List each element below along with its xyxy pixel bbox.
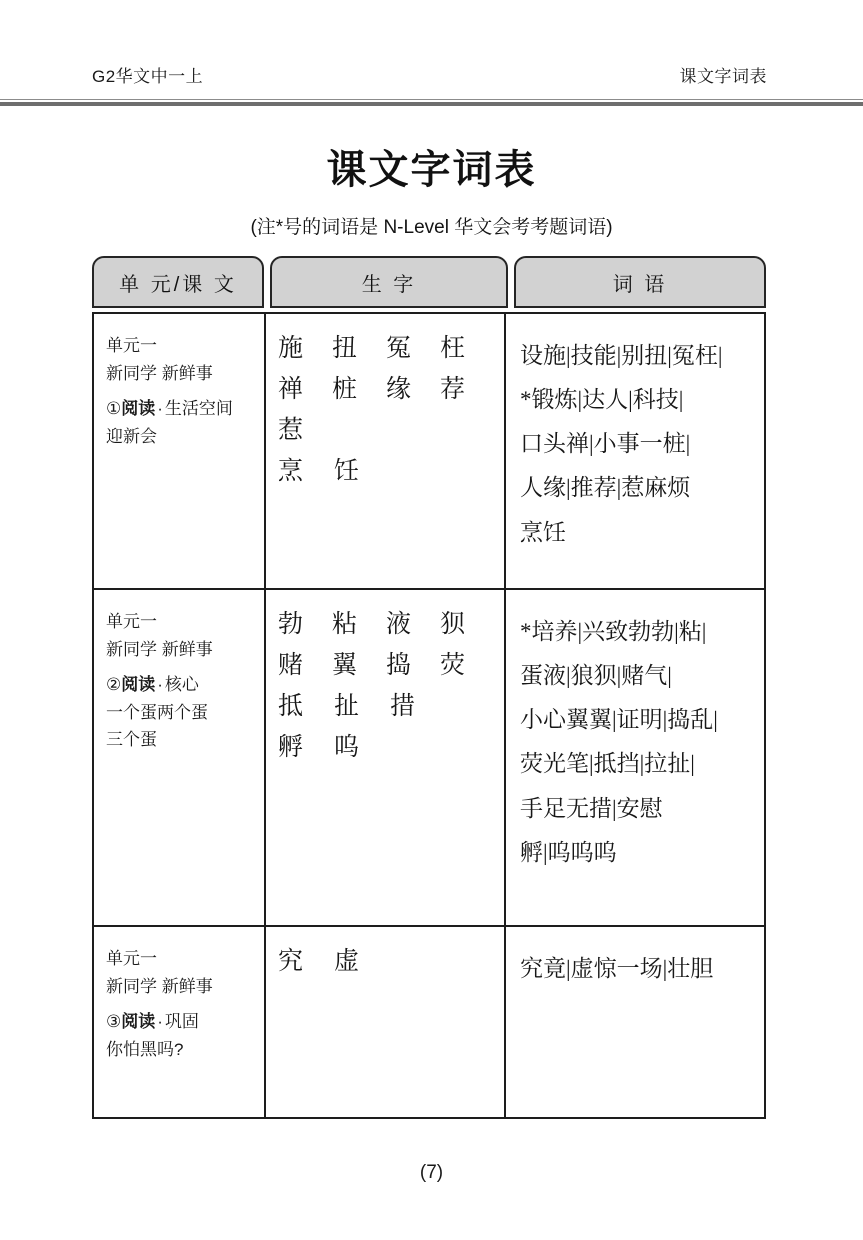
character: 桩 [332, 376, 358, 403]
table-header-row [92, 256, 766, 308]
lesson-number: ③ [106, 1012, 122, 1032]
lesson-number: ① [106, 399, 122, 419]
character: 禅 [278, 376, 304, 403]
character-row [278, 735, 494, 760]
character: 烹 [278, 458, 304, 485]
lesson-separator: · [157, 399, 163, 419]
word-line: 人缘|推荐|惹麻烦 [520, 475, 691, 501]
character: 液 [386, 611, 412, 638]
word-line: 设施|技能|别扭|冤枉| [520, 343, 723, 368]
page-subtitle: (注*号的词语是 N-Level 华文会考考题词语) [250, 217, 613, 238]
unit-name: 单元一 [106, 949, 157, 968]
page-number: (7) [419, 1162, 444, 1183]
word-line: 手足无措|安慰 [520, 795, 663, 821]
lesson-title: 迎新会 [106, 426, 157, 446]
character: 措 [390, 693, 416, 720]
lesson-separator: · [157, 675, 163, 695]
character: 荐 [440, 376, 466, 403]
character: 粘 [332, 611, 358, 638]
word-line: 荧光笔|抵挡|拉扯| [520, 751, 695, 777]
word-line: 烹饪 [520, 519, 566, 545]
unit-theme: 新同学 新鲜事 [106, 363, 213, 383]
page-title: 课文字词表 [326, 148, 537, 192]
header-divider-thick-line [0, 102, 863, 106]
table-row [94, 314, 764, 590]
lesson-section: 巩固 [164, 1012, 199, 1032]
word-line: 口头禅|小事一桩| [520, 431, 691, 457]
character-row [278, 694, 494, 719]
cell-unit [94, 590, 266, 925]
header-left-text: G2华文中一上 [92, 67, 204, 86]
unit-name: 单元一 [106, 336, 157, 355]
character: 缘 [386, 376, 412, 403]
lesson-title: 一个蛋两个蛋 [106, 702, 208, 722]
lesson-separator: · [157, 1012, 163, 1032]
cell-characters [266, 314, 506, 588]
character: 扭 [332, 335, 358, 362]
character: 孵 [278, 734, 304, 761]
character: 赌 [278, 652, 304, 679]
word-line: *锻炼|达人|科技| [520, 387, 684, 413]
character: 冤 [386, 335, 412, 362]
character: 荧 [440, 652, 466, 679]
lesson-section: 生活空间 [164, 399, 233, 419]
lesson-section: 核心 [164, 675, 199, 695]
character: 呜 [334, 734, 360, 761]
cell-unit [94, 314, 266, 588]
character-row [278, 653, 494, 678]
character-row [278, 459, 494, 484]
lesson-title: 你怕黑吗? [106, 1039, 184, 1059]
word-line: 孵|呜呜呜 [520, 839, 617, 865]
lesson-type: 阅读 [121, 675, 156, 695]
character: 勃 [278, 611, 304, 638]
character-row [278, 336, 494, 361]
character: 究 [278, 948, 304, 975]
column-header-characters: 生 字 [270, 256, 508, 308]
unit-name: 单元一 [106, 612, 157, 631]
cell-unit [94, 927, 266, 1117]
lesson-title-continued: 三个蛋 [106, 730, 157, 750]
cell-words [506, 314, 764, 588]
character: 惹 [278, 417, 304, 444]
character-row [278, 377, 494, 402]
character: 施 [278, 335, 304, 362]
column-header-words: 词 语 [514, 256, 766, 308]
header-divider-thin-line [0, 99, 863, 100]
running-header [0, 62, 863, 100]
table-body [92, 312, 766, 1119]
character: 捣 [386, 652, 412, 679]
unit-theme: 新同学 新鲜事 [106, 639, 213, 659]
table-row [94, 590, 764, 927]
header-divider [0, 99, 863, 108]
character: 虚 [334, 948, 360, 975]
word-line: 小心翼翼|证明|捣乱| [520, 707, 718, 733]
character-row [278, 612, 494, 637]
word-line: *培养|兴致勃勃|粘| [520, 619, 707, 644]
character: 翼 [332, 652, 358, 679]
character: 饪 [334, 458, 360, 485]
header-right-text: 课文字词表 [679, 67, 767, 86]
character: 抵 [278, 693, 304, 720]
cell-characters [266, 927, 506, 1117]
lesson-number: ② [106, 675, 122, 695]
cell-words [506, 927, 764, 1117]
table-row [94, 927, 764, 1117]
unit-theme: 新同学 新鲜事 [106, 976, 213, 996]
word-line: 蛋液|狼狈|赌气| [520, 663, 672, 689]
cell-characters [266, 590, 506, 925]
column-header-unit: 单 元/课 文 [92, 256, 264, 308]
lesson-type: 阅读 [121, 399, 156, 419]
character-row [278, 418, 494, 443]
cell-words [506, 590, 764, 925]
word-line: 究竟|虚惊一场|壮胆 [520, 956, 714, 981]
character-row [278, 949, 494, 974]
character: 扯 [334, 693, 360, 720]
vocabulary-table [92, 256, 766, 1119]
lesson-type: 阅读 [121, 1012, 156, 1032]
character: 枉 [440, 335, 466, 362]
character: 狈 [440, 611, 466, 638]
